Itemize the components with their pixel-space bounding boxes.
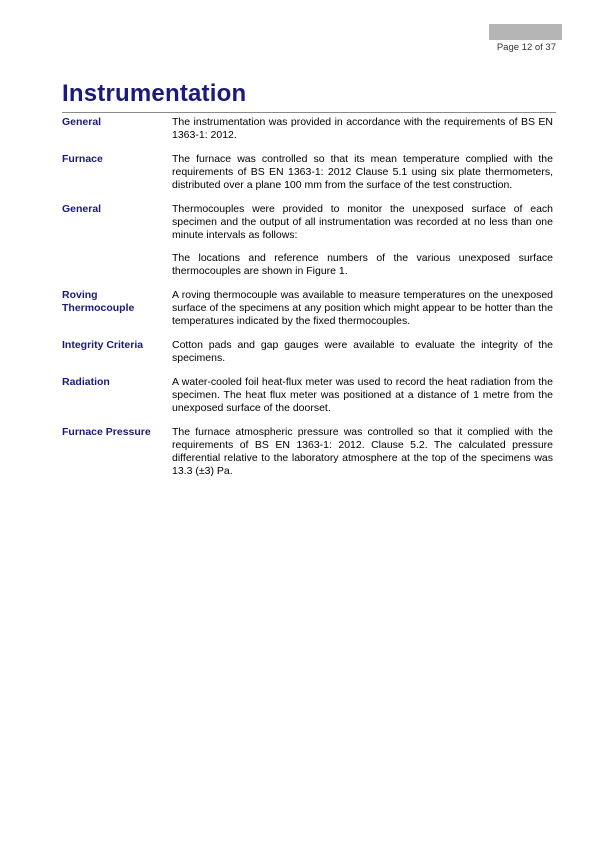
section-furnace-pressure	[62, 426, 556, 478]
section-paragraph: The furnace atmospheric pressure was controlled so that it complied with the requirements of BS EN 1363-1: 2012. Clause 5.2. The calculated pressure differential relative to the laboratory atmosphere at the top of the specimens was 13.3 (±3) Pa.	[172, 426, 553, 477]
section-label: Radiation	[62, 376, 110, 388]
section-general-2	[62, 203, 556, 278]
section-paragraph: Thermocouples were provided to monitor the unexposed surface of each specimen and the output of all instrumentation was recorded at no less than one minute intervals as follows:	[172, 203, 553, 241]
page-title: Instrumentation	[62, 80, 247, 107]
section-body	[172, 426, 553, 478]
section-body	[172, 339, 553, 365]
title-divider	[62, 112, 556, 113]
section-integrity-criteria	[62, 339, 556, 365]
section-furnace	[62, 153, 556, 192]
section-paragraph: The furnace was controlled so that its mean temperature complied with the requirements of BS EN 1363-1: 2012 Clause 5.1 using six plate thermometers, distributed over a plane 100 mm from the surface of the test construction.	[172, 153, 553, 191]
section-label: Furnace	[62, 153, 103, 165]
section-paragraph: The locations and reference numbers of the various unexposed surface thermocouples are shown in Figure 1.	[172, 252, 553, 277]
section-label: Integrity Criteria	[62, 339, 144, 351]
section-paragraph: A water-cooled foil heat-flux meter was used to record the heat radiation from the specimen. The heat flux meter was positioned at a distance of 1 metre from the unexposed surface of the doorset.	[172, 376, 553, 414]
section-roving-thermocouple	[62, 289, 556, 328]
section-paragraph: A roving thermocouple was available to measure temperatures on the unexposed surface of the specimens at any position which might appear to be hotter than the temperatures indicated by the fixed thermocouples.	[172, 289, 553, 327]
page-number: Page 12 of 37	[496, 42, 556, 53]
section-body	[172, 376, 553, 415]
sections-list	[62, 116, 556, 489]
redacted-report-reference	[489, 24, 562, 40]
section-label: General	[62, 203, 102, 215]
section-general-1	[62, 116, 556, 142]
section-label: Roving Thermocouple	[62, 289, 135, 314]
section-label: General	[62, 116, 102, 128]
section-radiation	[62, 376, 556, 415]
section-body	[172, 203, 553, 278]
section-body	[172, 289, 553, 328]
section-body	[172, 153, 553, 192]
section-body	[172, 116, 553, 142]
section-paragraph: Cotton pads and gap gauges were available to evaluate the integrity of the specimens.	[172, 339, 553, 364]
section-label: Furnace Pressure	[62, 426, 151, 438]
section-paragraph: The instrumentation was provided in accordance with the requirements of BS EN 1363-1: 2012.	[172, 116, 553, 141]
